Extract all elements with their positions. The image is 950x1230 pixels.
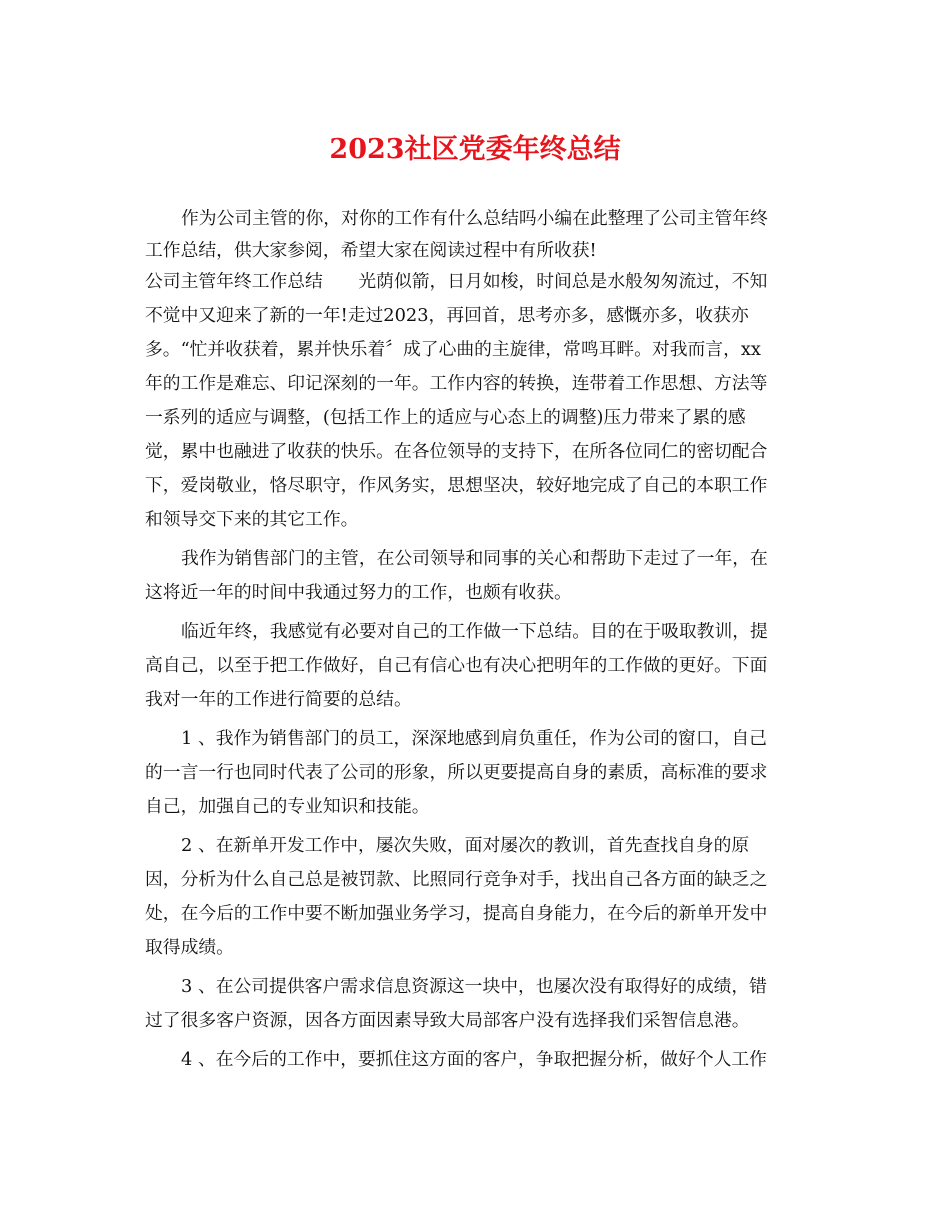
text-line: 2 、在新单开发工作中，屡次失败，面对屡次的教训，首先查找自身的原 — [181, 835, 750, 856]
text-line: 不觉中又迎来了新的一年!走过2023，再回首，思考亦多，感慨亦多，收获亦 — [145, 305, 749, 326]
document-body — [145, 202, 805, 1077]
text-line: 处，在今后的工作中要不断加强业务学习，提高自身能力，在今后的新单开发中 — [145, 903, 768, 924]
text-line: 一系列的适应与调整，(包括工作上的适应与心态上的调整)压力带来了累的感 — [145, 407, 746, 428]
text-line: 临近年终，我感觉有必要对自己的工作做一下总结。目的在于吸取教训，提 — [181, 621, 768, 642]
text-line: 觉，累中也融进了收获的快乐。在各位领导的支持下，在所各位同仁的密切配合 — [145, 441, 768, 462]
text-line: 因，分析为什么自己总是被罚款、比照同行竞争对手，找出自己各方面的缺乏之 — [145, 869, 768, 890]
text-line: 3 、在公司提供客户需求信息资源这一块中，也屡次没有取得好的成绩，错 — [181, 976, 767, 997]
text-line: 取得成绩。 — [145, 937, 234, 958]
text-line: 和领导交下来的其它工作。 — [145, 509, 359, 530]
text-line: 我对一年的工作进行简要的总结。 — [145, 689, 412, 710]
text-line: 年的工作是难忘、印记深刻的一年。工作内容的转换，连带着工作思想、方法等 — [145, 373, 768, 394]
text-line: 这将近一年的时间中我通过努力的工作，也颇有收获。 — [145, 582, 572, 603]
text-line: 自己，加强自己的专业知识和技能。 — [145, 796, 430, 817]
text-line: 作为公司主管的你，对你的工作有什么总结吗小编在此整理了公司主管年终 — [181, 208, 768, 229]
text-line: 我作为销售部门的主管，在公司领导和同事的关心和帮助下走过了一年，在 — [181, 548, 768, 569]
text-line: 的一言一行也同时代表了公司的形象，所以更要提高自身的素质，高标准的要求 — [145, 762, 768, 783]
document-title: 2023社区党委年终总结 — [329, 134, 621, 165]
text-line: 多。“忙并收获着，累并快乐着〞成了心曲的主旋律，常鸣耳畔。对我而言，xx — [145, 339, 761, 360]
text-line: 高自己，以至于把工作做好，自己有信心也有决心把明年的工作做的更好。下面 — [145, 655, 768, 676]
text-line: 1 、我作为销售部门的员工，深深地感到肩负重任，作为公司的窗口，自己 — [181, 728, 767, 749]
text-line: 过了很多客户资源，因各方面因素导致大局部客户没有选择我们采智信息港。 — [145, 1010, 750, 1031]
text-line: 下，爱岗敬业，恪尽职守，作风务实，思想坚决，较好地完成了自己的本职工作 — [145, 475, 768, 496]
text-line: 公司主管年终工作总结 光荫似箭，日月如梭，时间总是水般匆匆流过，不知 — [145, 271, 768, 292]
text-line: 4 、在今后的工作中，要抓住这方面的客户，争取把握分析，做好个人工作 — [181, 1049, 767, 1070]
text-line: 工作总结，供大家参阅，希望大家在阅读过程中有所收获! — [145, 240, 597, 261]
